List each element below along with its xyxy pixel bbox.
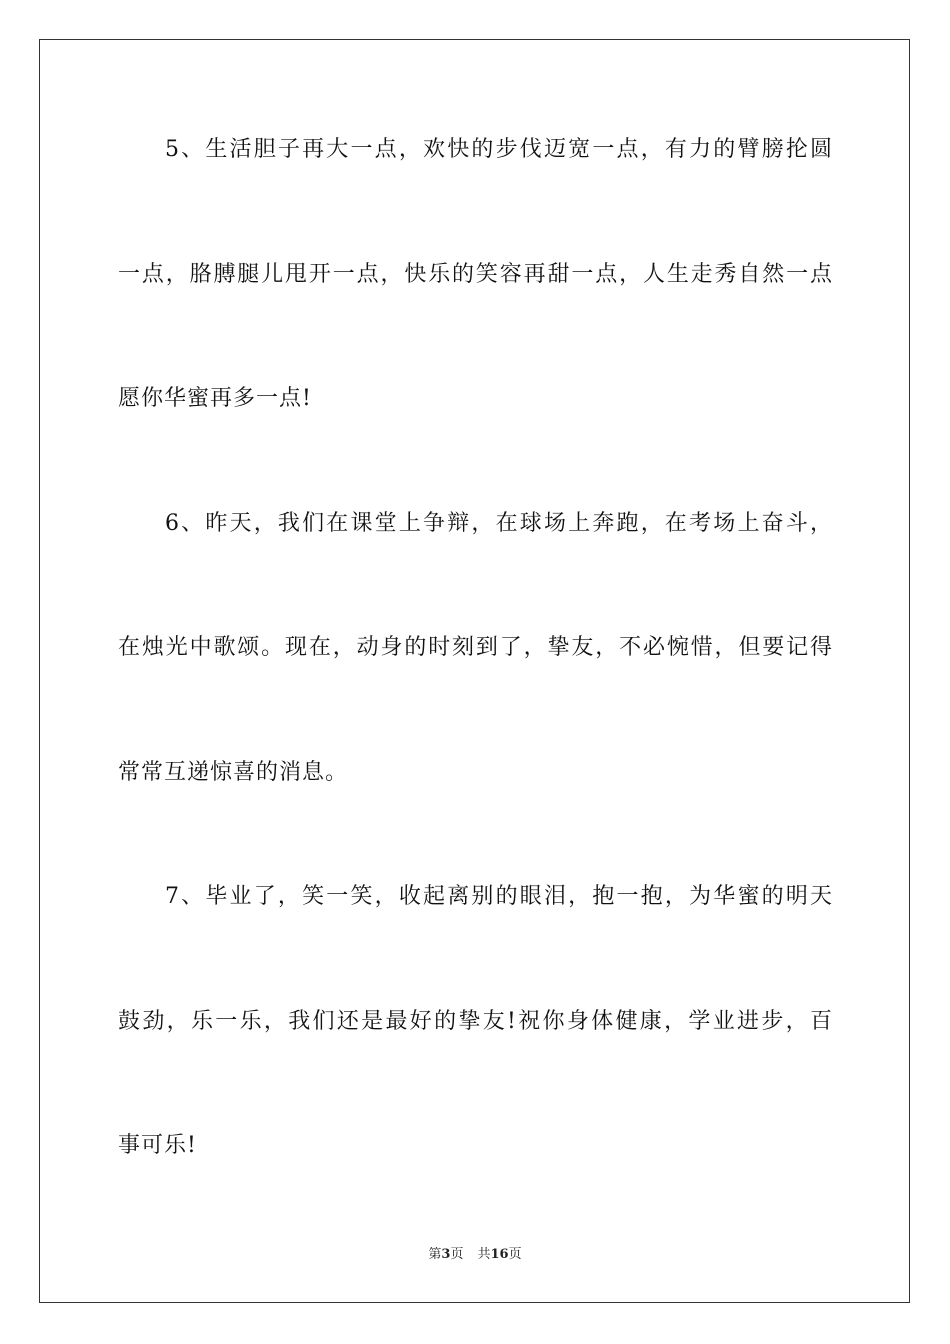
page-prefix: 第 [428, 1247, 442, 1262]
page-suffix: 页 [450, 1247, 464, 1262]
paragraph-5-line-1: 5、生活胆子再大一点，欢快的步伐迈宽一点，有力的臂膀抡圆 [165, 137, 833, 162]
paragraph-6-line-2: 在烛光中歌颂。现在，动身的时刻到了，挚友，不必惋惜，但要记得 [118, 635, 833, 660]
paragraph-5-line-2: 一点，胳膊腿儿甩开一点，快乐的笑容再甜一点，人生走秀自然一点 [118, 262, 833, 287]
page-footer [0, 1246, 950, 1264]
total-pages: 16 [490, 1247, 509, 1262]
paragraph-7-line-1: 7、毕业了，笑一笑，收起离别的眼泪，抱一抱，为华蜜的明天 [165, 884, 833, 909]
total-prefix: 共 [477, 1247, 491, 1262]
page-border [39, 39, 910, 1303]
paragraph-6-line-3: 常常互递惊喜的消息。 [118, 760, 349, 785]
paragraph-5-line-3: 愿你华蜜再多一点! [118, 386, 312, 411]
paragraph-7-line-3: 事可乐! [118, 1133, 197, 1158]
total-suffix: 页 [508, 1247, 522, 1262]
page-number: 3 [441, 1247, 451, 1262]
paragraph-7-line-2: 鼓劲，乐一乐，我们还是最好的挚友!祝你身体健康，学业进步，百 [118, 1009, 833, 1034]
paragraph-6-line-1: 6、昨天，我们在课堂上争辩，在球场上奔跑，在考场上奋斗， [165, 511, 833, 536]
